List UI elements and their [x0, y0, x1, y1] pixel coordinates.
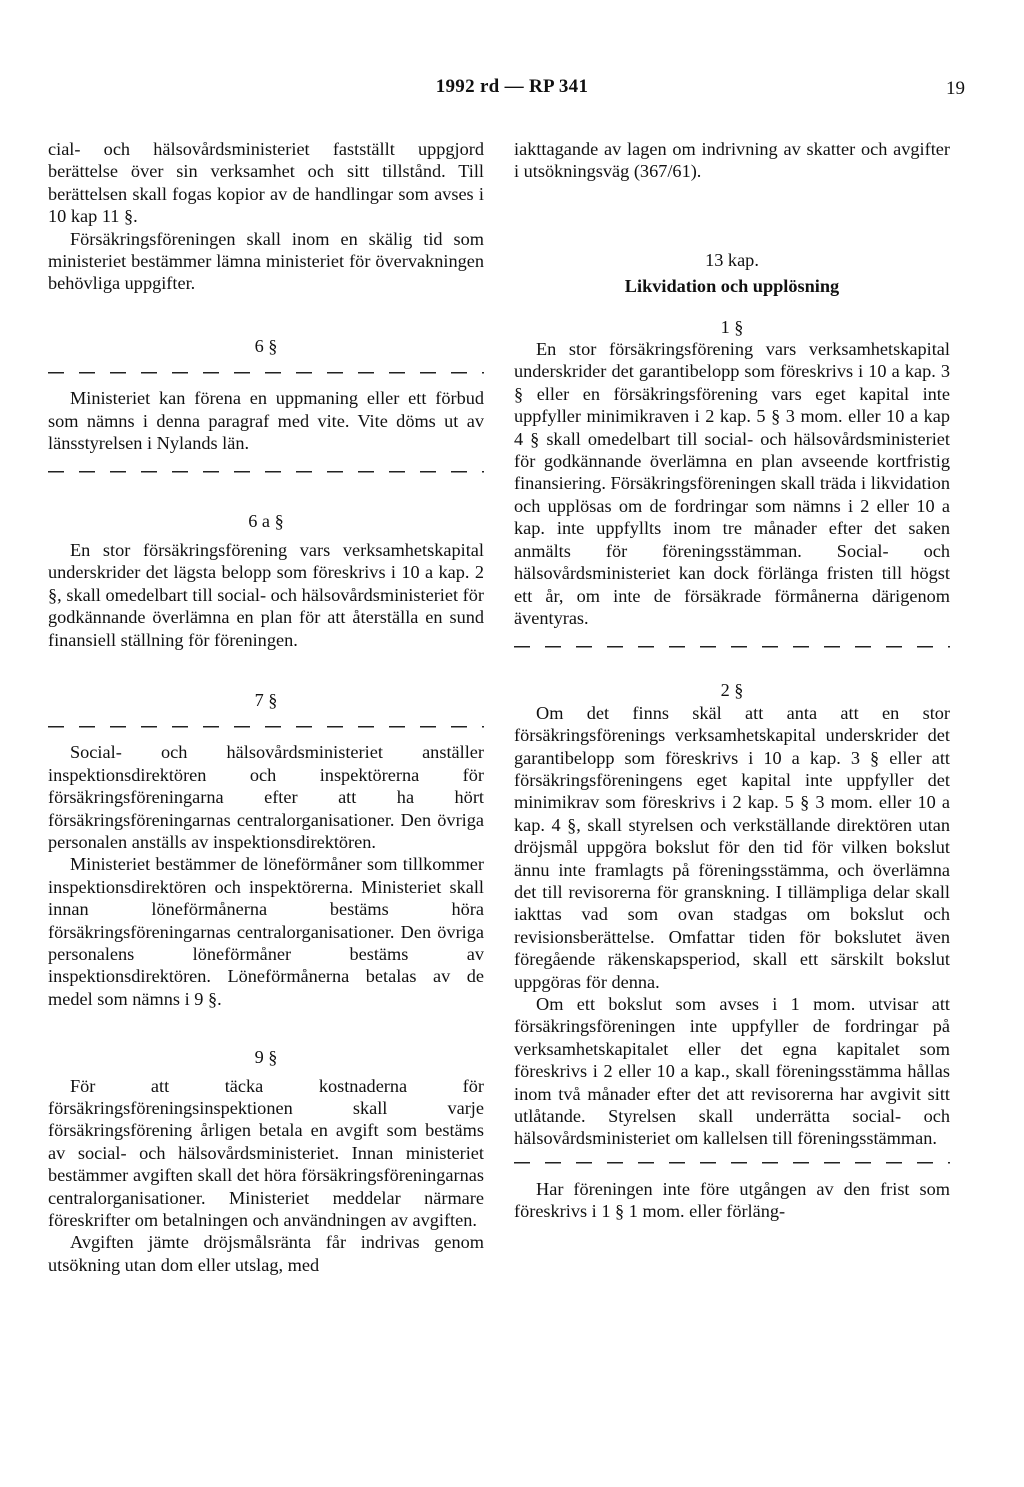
paragraph: Ministeriet bestämmer de löneförmåner som tillkommer inspektionsdirektören och inspektörerna. Ministeriet skall innan löneförmånerna bestäms höra försäkringsföreningarnas centralorganisationer. Den övriga personalens löneförmåner bestäms av inspektionsdirektören. Löneförmånerna betalas av de medel som nämns i 9 §. — [48, 854, 484, 1009]
paragraph: En stor försäkringsförening vars verksamhetskapital underskrider det garantibelopp som föreskrivs i 10 a kap. 3 § eller en försäkringsförening vars eget kapital inte uppfyller minimikraven i 2 kap. 5 § 3 mom. eller 10 a kap 4 § skall omedelbart till social- och hälsovårdsministeriet för godkännande överlämna en plan avseende kortfristig finansiering. Försäkringsföreningen skall träda i likvidation och upplösas om de fordringar som nämns i 2 eller 10 a kap. inte uppfyllts inom tre månader efter det saken anmälts för föreningsstämman. Social- och hälsovårdsministeriet kan dock förlänga fristen till högst ett år, om inte de försäkrade förmånerna därigenom äventyras. — [514, 339, 950, 628]
section-heading-1: 1 § — [720, 316, 744, 337]
chapter-title: Likvidation och upplösning — [624, 276, 840, 297]
omission-dashes — [514, 1154, 950, 1172]
paragraph: Om det finns skäl att anta att en stor försäkringsförenings verksamhetskapital underskrider det garantibelopp som föreskrivs i 10 a kap. 3 § eller att försäkringsföreningens eget kapital inte uppfyller det minimikrav som föreskrivs i 2 kap. 5 § 3 mom. eller 10 a kap. 4 §, skall styrelsen och verkställande direktören utan dröjsmål uppgöra bokslut för den tid för vilken bokslut ännu inte framlagts på föreningsstämma, och överlämna det till revisorerna för granskning. I tillämpliga delar skall iakttas vad som ovan stadgas om bokslut och revisionsberättelse. Omfattar tiden för bokslutet även föregående räkenskapsperiod, skall ett särskilt bokslut uppgöras för denna. — [514, 702, 950, 992]
paragraph: En stor försäkringsförening vars verksamhetskapital underskrider det lägsta belopp som föreskrivs i 10 a kap. 2 §, skall omedelbart till social- och hälsovårdsministeriet för godkännande överlämna en plan för att återställa en sund finansiell ställning för föreningen. — [48, 539, 484, 650]
paragraph: iakttagande av lagen om indrivning av skatter och avgifter i utsökningsväg (367/61). — [514, 139, 950, 182]
chapter-heading: 13 kap. — [705, 249, 759, 270]
section-heading-7: 7 § — [254, 689, 278, 710]
section-heading-6a: 6 a § — [248, 511, 284, 532]
left-column — [48, 138, 484, 1276]
paragraph: För att täcka kostnaderna för försäkringsföreningsinspektionen skall varje försäkringsförening årligen betala en avgift som bestäms av social- och hälsovårdsministeriet. Innan ministeriet bestämmer avgiften skall det höra försäkringsföreningarnas centralorganisationer. Ministeriet meddelar närmare föreskrifter om betalningen och användningen av avgiften. — [48, 1075, 484, 1231]
paragraph: Har föreningen inte före utgången av den frist som föreskrivs i 1 § 1 mom. eller förläng- — [514, 1178, 950, 1222]
omission-dashes — [514, 637, 950, 655]
page-number: 19 — [946, 78, 965, 99]
omission-dashes — [48, 717, 484, 735]
paragraph: Social- och hälsovårdsministeriet anställer inspektionsdirektören och inspektörerna för försäkringsföreningarna efter att ha hört försäkringsföreningarnas centralorganisationer. Den övriga personalen anställs av inspektionsdirektören. — [48, 742, 484, 852]
omission-dashes — [48, 363, 484, 381]
paragraph: Om ett bokslut som avses i 1 mom. utvisar att försäkringsföreningen inte uppfyller de fordringar på verksamhetskapitalet eller det egna kapitalet som föreskrivs i 2 eller 10 a kap., skall föreningsstämma hållas inom två månader efter det att revisorerna har avgivit sitt utlåtande. Styrelsen skall underrätta social- och hälsovårdsministeriet om kallelsen till föreningsstämman. — [514, 994, 950, 1149]
paragraph: Avgiften jämte dröjsmålsränta får indrivas genom utsökning utan dom eller utslag, med — [48, 1232, 484, 1275]
paragraph: Ministeriet kan förena en uppmaning eller ett förbud som nämns i denna paragraf med vite. Vite döms ut av länsstyrelsen i Nylands län. — [48, 388, 484, 454]
section-heading-6: 6 § — [254, 335, 278, 356]
right-column — [514, 138, 950, 1223]
paragraph: Försäkringsföreningen skall inom en skälig tid som ministeriet bestämmer lämna ministeriet för övervakningen behövliga uppgifter. — [48, 228, 484, 294]
paragraph: cial- och hälsovårdsministeriet fastställt uppgjord berättelse över sin verksamhet och sitt tillstånd. Till berättelsen skall fogas kopior av de handlingar som avses i 10 kap 11 §. — [48, 139, 484, 227]
omission-dashes — [48, 462, 484, 480]
section-heading-2: 2 § — [720, 680, 744, 701]
page-header — [0, 76, 1024, 106]
section-heading-9: 9 § — [254, 1047, 278, 1068]
running-head: 1992 rd — RP 341 — [435, 76, 589, 97]
